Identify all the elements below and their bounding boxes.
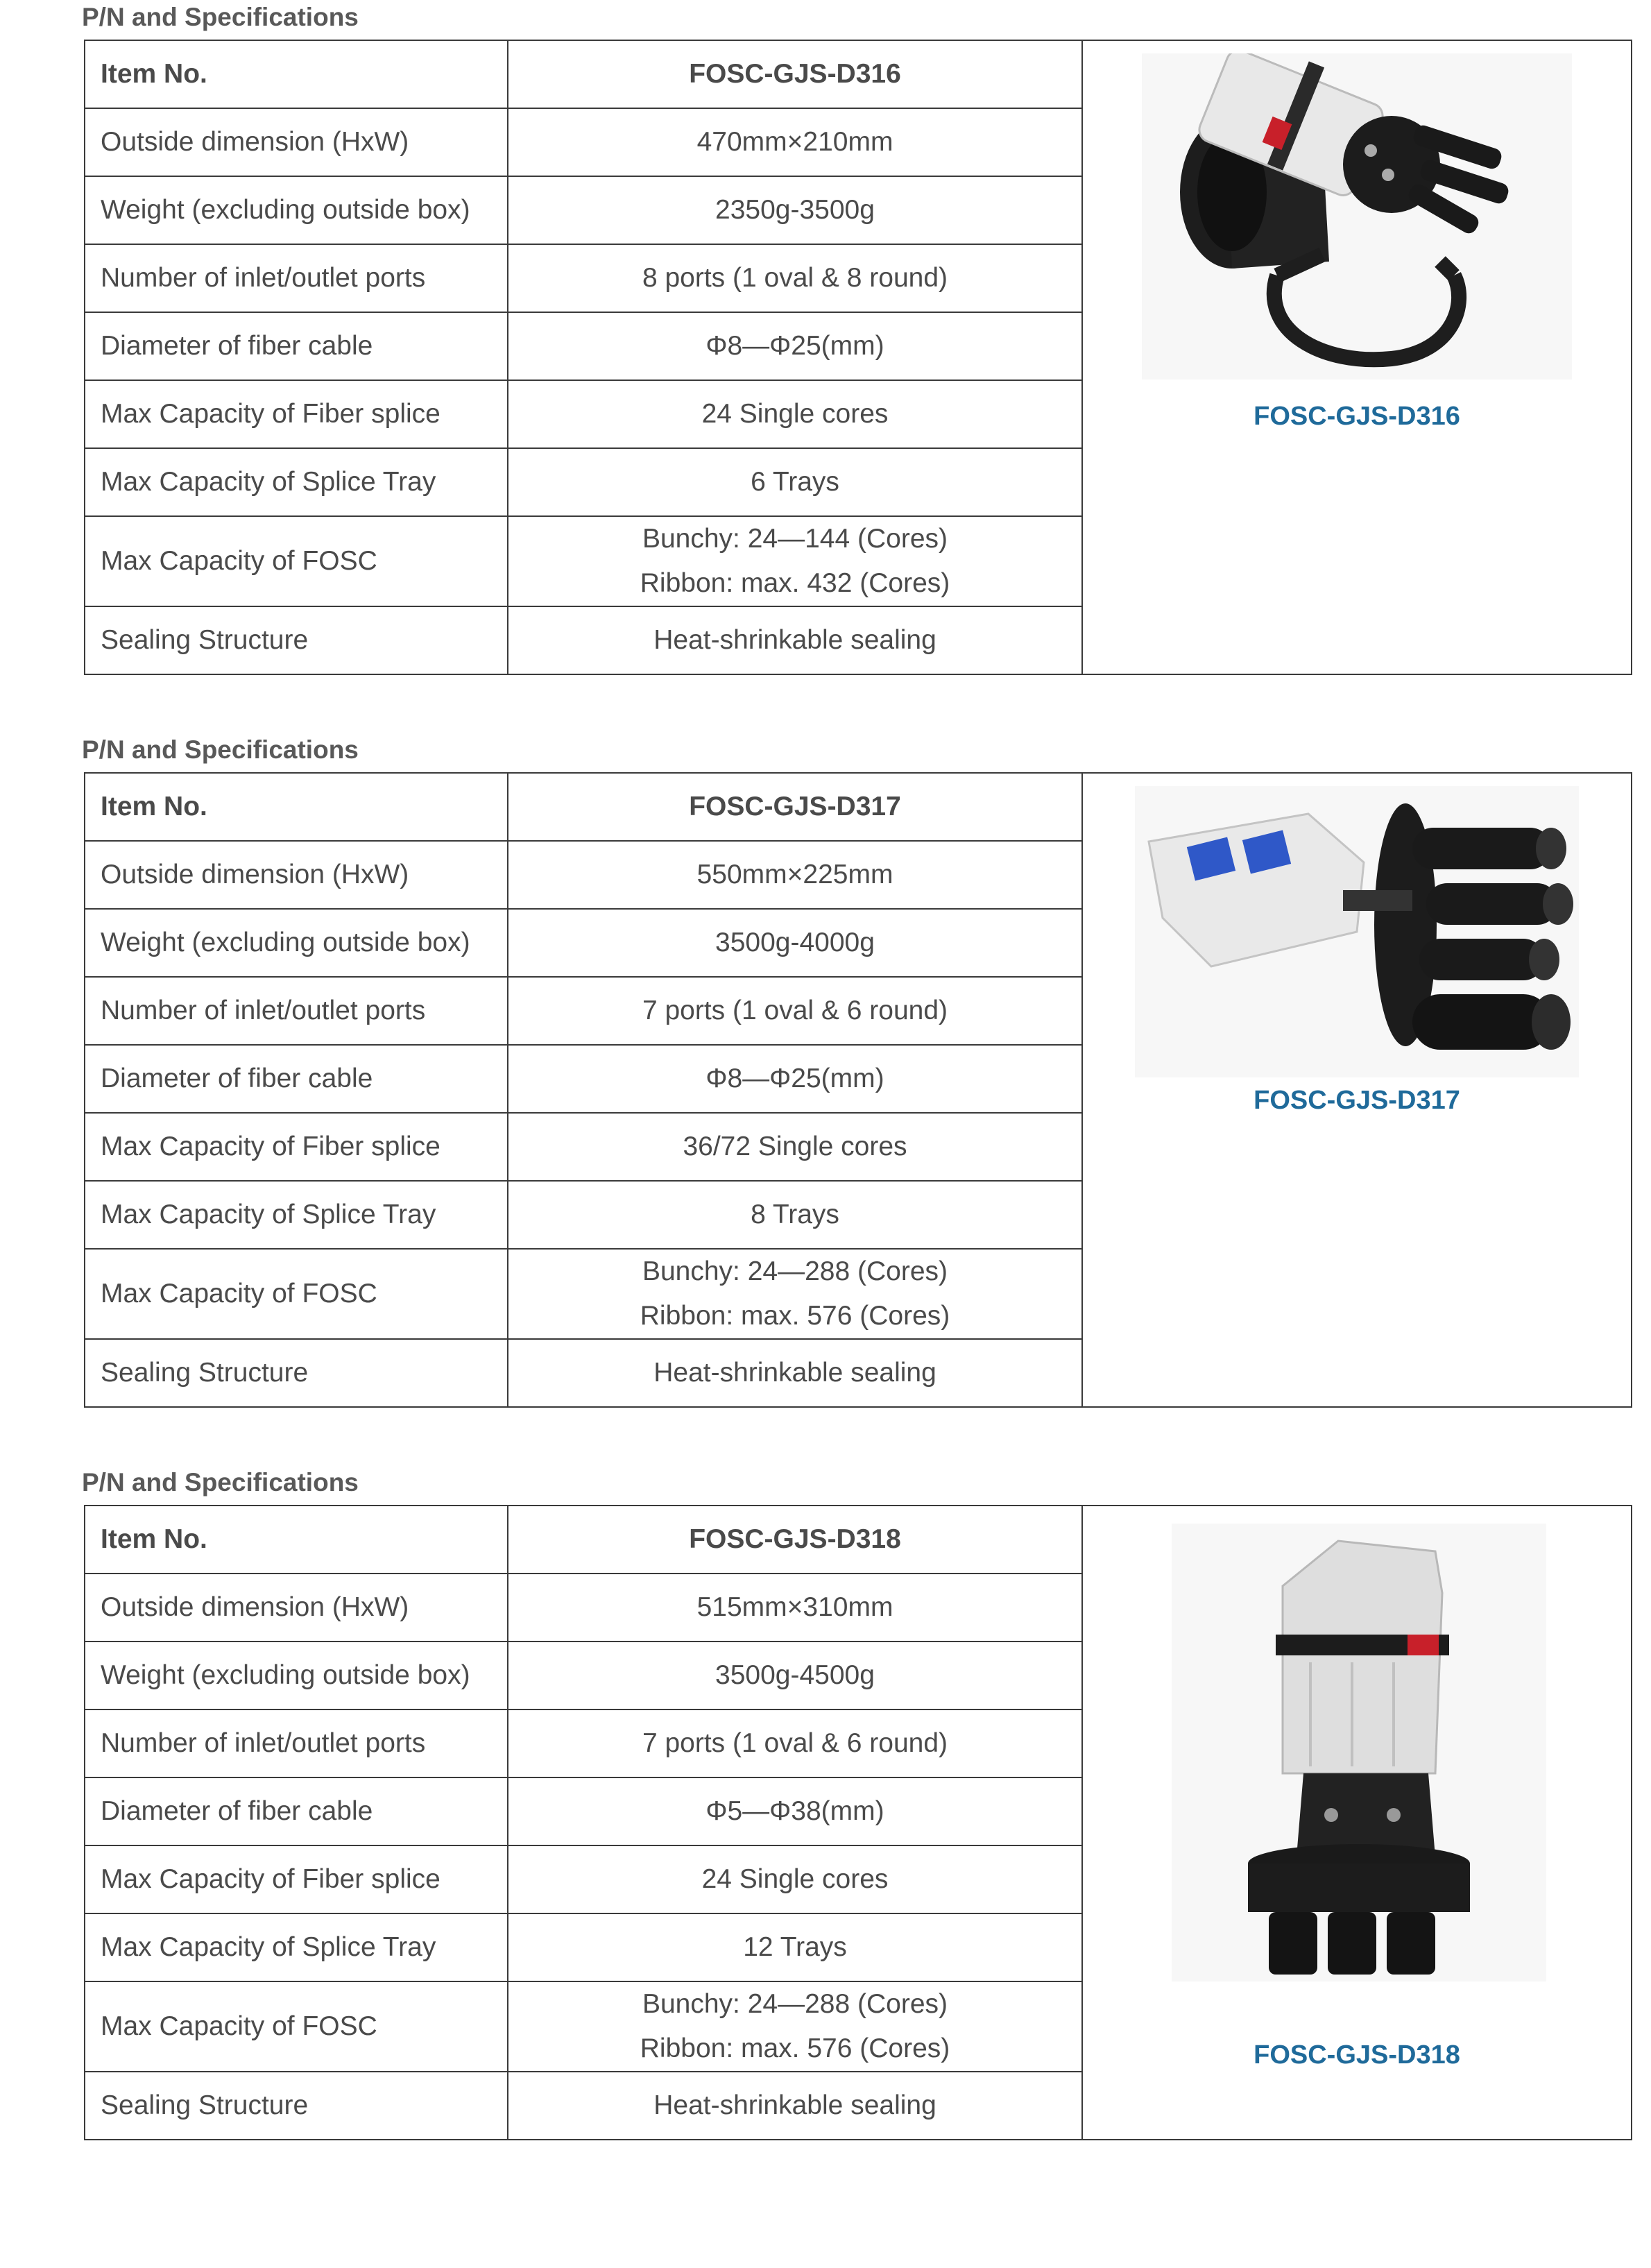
- spec-value: Heat-shrinkable sealing: [508, 1339, 1082, 1407]
- image-caption: FOSC-GJS-D318: [1254, 2040, 1460, 2070]
- fosc-capacity-value: [508, 1249, 1082, 1339]
- fosc-ribbon: Ribbon: max. 576 (Cores): [640, 2033, 950, 2063]
- fosc-bunchy: Bunchy: 24—288 (Cores): [642, 1256, 948, 1286]
- section-title: P/N and Specifications: [82, 735, 359, 764]
- spec-label: Max Capacity of FOSC: [85, 516, 508, 606]
- spec-value: 515mm×310mm: [508, 1574, 1082, 1642]
- spec-label: Diameter of fiber cable: [85, 312, 508, 380]
- spec-label: Weight (excluding outside box): [85, 176, 508, 244]
- spec-label: Number of inlet/outlet ports: [85, 244, 508, 312]
- fosc-capacity-value: [508, 516, 1082, 606]
- spec-value: 12 Trays: [508, 1913, 1082, 1981]
- section-title: P/N and Specifications: [82, 3, 359, 31]
- item-no-label: Item No.: [85, 40, 508, 108]
- spec-label: Sealing Structure: [85, 2072, 508, 2140]
- spec-table: [84, 40, 1632, 675]
- spec-label: Max Capacity of Fiber splice: [85, 1845, 508, 1913]
- dome-closure-d318-photo: [1172, 1524, 1546, 1981]
- spec-table: [84, 1505, 1632, 2140]
- dome-closure-d317-photo: [1135, 786, 1579, 1077]
- spec-value: 6 Trays: [508, 448, 1082, 516]
- spec-table: [84, 772, 1632, 1408]
- fosc-ribbon: Ribbon: max. 576 (Cores): [640, 1301, 950, 1331]
- spec-value: Heat-shrinkable sealing: [508, 606, 1082, 674]
- fosc-bunchy: Bunchy: 24—144 (Cores): [642, 524, 948, 554]
- table-row: [85, 40, 1632, 108]
- item-no-value: FOSC-GJS-D317: [508, 773, 1082, 841]
- spec-label: Sealing Structure: [85, 606, 508, 674]
- spec-value: 8 Trays: [508, 1181, 1082, 1249]
- spec-label: Diameter of fiber cable: [85, 1045, 508, 1113]
- item-no-label: Item No.: [85, 1506, 508, 1574]
- spec-value: 3500g-4000g: [508, 909, 1082, 977]
- item-no-label: Item No.: [85, 773, 508, 841]
- spec-label: Number of inlet/outlet ports: [85, 977, 508, 1045]
- section-title: P/N and Specifications: [82, 1468, 359, 1497]
- fosc-bunchy: Bunchy: 24—288 (Cores): [642, 1989, 948, 2019]
- product-image-cell: [1082, 1506, 1632, 2140]
- spec-value: Φ8—Φ25(mm): [508, 312, 1082, 380]
- spec-label: Max Capacity of FOSC: [85, 1981, 508, 2072]
- spec-value: 7 ports (1 oval & 6 round): [508, 1709, 1082, 1777]
- spec-label: Sealing Structure: [85, 1339, 508, 1407]
- product-image-cell: [1082, 773, 1632, 1407]
- item-no-value: FOSC-GJS-D316: [508, 40, 1082, 108]
- spec-value: 550mm×225mm: [508, 841, 1082, 909]
- table-row: [85, 773, 1632, 841]
- spec-label: Max Capacity of Splice Tray: [85, 1181, 508, 1249]
- image-caption: FOSC-GJS-D317: [1254, 1086, 1460, 1115]
- spec-value: 2350g-3500g: [508, 176, 1082, 244]
- spec-label: Max Capacity of Splice Tray: [85, 1913, 508, 1981]
- product-image-cell: [1082, 40, 1632, 674]
- spec-label: Max Capacity of FOSC: [85, 1249, 508, 1339]
- spec-label: Weight (excluding outside box): [85, 1642, 508, 1709]
- fosc-ribbon: Ribbon: max. 432 (Cores): [640, 568, 950, 598]
- spec-value: 24 Single cores: [508, 1845, 1082, 1913]
- spec-value: 3500g-4500g: [508, 1642, 1082, 1709]
- spec-value: Φ8—Φ25(mm): [508, 1045, 1082, 1113]
- table-row: [85, 1506, 1632, 1574]
- spec-value: Heat-shrinkable sealing: [508, 2072, 1082, 2140]
- spec-label: Weight (excluding outside box): [85, 909, 508, 977]
- image-caption: FOSC-GJS-D316: [1254, 402, 1460, 431]
- fosc-capacity-value: [508, 1981, 1082, 2072]
- spec-label: Outside dimension (HxW): [85, 1574, 508, 1642]
- spec-label: Max Capacity of Splice Tray: [85, 448, 508, 516]
- spec-value: 7 ports (1 oval & 6 round): [508, 977, 1082, 1045]
- spec-label: Number of inlet/outlet ports: [85, 1709, 508, 1777]
- spec-value: 470mm×210mm: [508, 108, 1082, 176]
- spec-value: 8 ports (1 oval & 8 round): [508, 244, 1082, 312]
- dome-closure-d316-photo: [1142, 53, 1572, 380]
- spec-label: Max Capacity of Fiber splice: [85, 1113, 508, 1181]
- spec-value: 36/72 Single cores: [508, 1113, 1082, 1181]
- spec-value: 24 Single cores: [508, 380, 1082, 448]
- spec-label: Max Capacity of Fiber splice: [85, 380, 508, 448]
- spec-label: Diameter of fiber cable: [85, 1777, 508, 1845]
- spec-label: Outside dimension (HxW): [85, 841, 508, 909]
- spec-label: Outside dimension (HxW): [85, 108, 508, 176]
- spec-value: Φ5—Φ38(mm): [508, 1777, 1082, 1845]
- item-no-value: FOSC-GJS-D318: [508, 1506, 1082, 1574]
